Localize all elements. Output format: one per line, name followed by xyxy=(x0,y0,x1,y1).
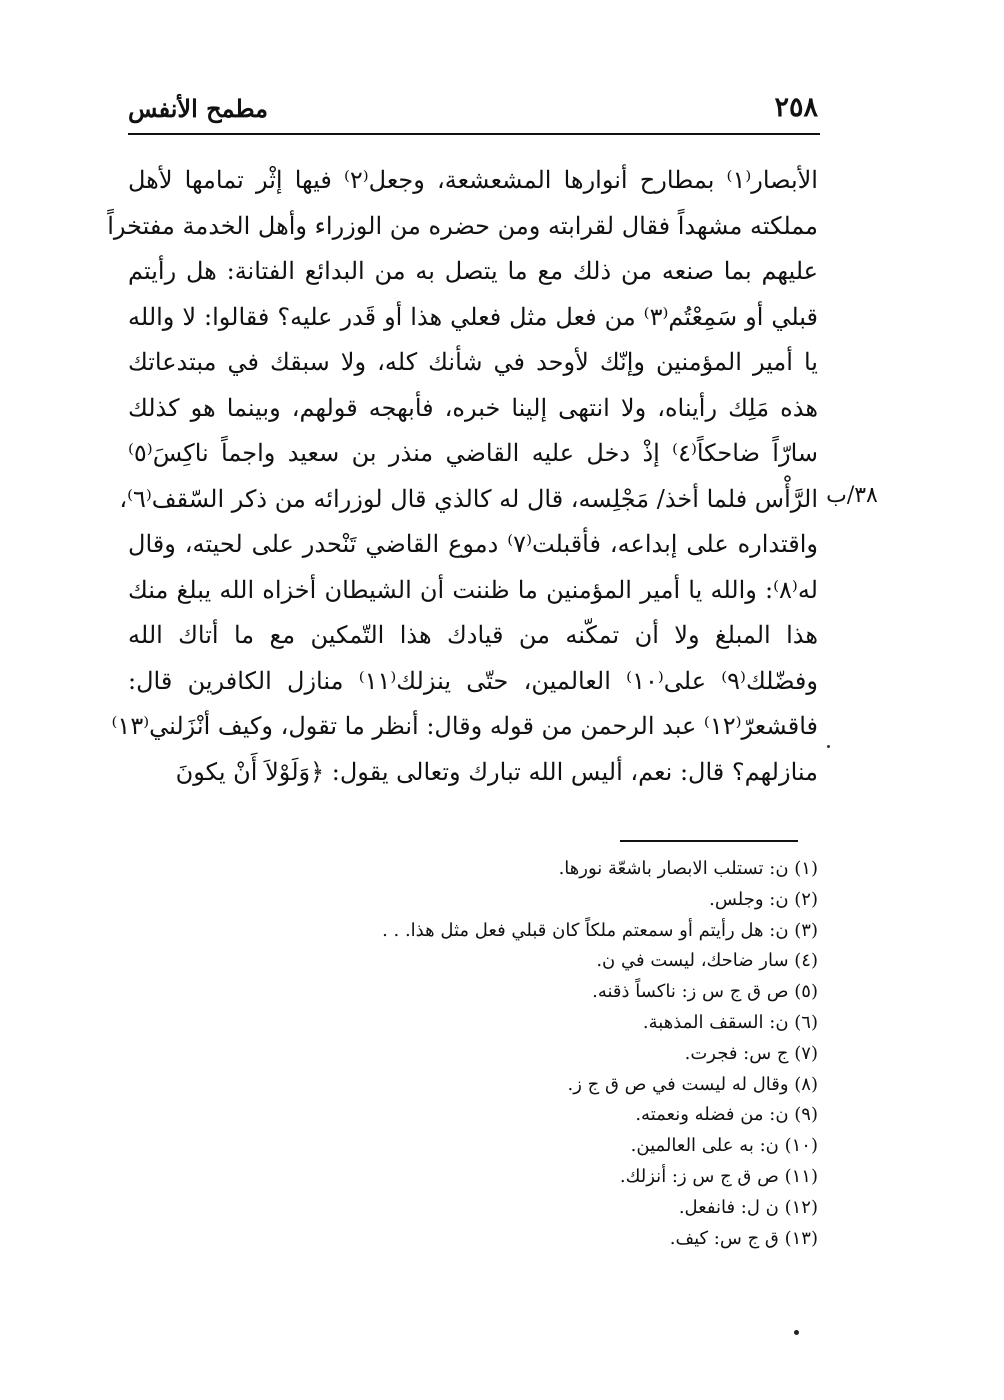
text-line: مملكته مشهداً فقال لقرابته ومن حضره من الوزراء وأهل الخدمة مفتخراً xyxy=(107,211,818,240)
footnote: (٦) ن: السقف المذهبة. xyxy=(642,1011,818,1033)
footnote: (٧) ج س: فجرت. xyxy=(684,1042,818,1064)
text-line: سارّاً ضاحكاً⁽٤⁾ إذْ دخل عليه القاضي منذر بن سعيد واجماً ناكِسَ⁽٥⁾ xyxy=(128,439,818,467)
footnote: (٣) ن: هل رأيتم أو سمعتم ملكاً كان قبلي فعل مثل هذا. . . xyxy=(382,919,818,941)
footnote: (١١) ص ق ج س ز: أنزلك. xyxy=(619,1165,818,1187)
text-line: فاقشعرّ⁽١٢⁾ عبد الرحمن من قوله وقال: أنظر ما تقول، وكيف أنْزَلني⁽١٣⁾ xyxy=(111,712,818,740)
footnote: (١٣) ق ج س: كيف. xyxy=(669,1227,818,1249)
text-line: واقتداره على إبداعه، فأقبلت⁽٧⁾ دموع القاضي تَنْحدر على لحيته، وقال xyxy=(128,530,818,558)
text-line: الرَّأْس فلما أخذ/ مَجْلِسه، قال له كالذي قال لوزرائه من ذكر السّقف⁽٦⁾، xyxy=(119,484,818,513)
footnote: (٥) ص ق ج س ز: ناكساً ذقنه. xyxy=(592,981,818,1003)
text-line: منازلهم؟ قال: نعم، أليس الله تبارك وتعالى يقول: ﴿وَلَوْلاَ أَنْ يكونَ xyxy=(175,757,818,786)
book-title: مطمح الأنفس xyxy=(128,94,269,123)
text-line: يا أمير المؤمنين وإنّك لأوحد في شأنك كله، ولا سبقك في مبتدعاتك xyxy=(128,348,818,376)
text-line: وفضّلك⁽٩⁾ على⁽١٠⁾ العالمين، حتّى ينزلك⁽١١⁾ منازل الكافرين قال: xyxy=(128,666,818,695)
footnote: (١) ن: تستلب الابصار باشعّة نورها. xyxy=(558,858,818,879)
text-line: قبلي أو سَمِعْتُم⁽٣⁾ من فعل مثل فعلي هذا أو قَدر عليه؟ فقالوا: لا والله xyxy=(128,302,818,331)
folio-margin-note: ٣٨/ب xyxy=(826,483,878,508)
footnote-rule xyxy=(620,840,798,842)
ink-speck xyxy=(827,745,830,748)
footnote: (١٢) ن ل: فانفعل. xyxy=(678,1196,818,1218)
footnote: (٩) ن: من فضله ونعمته. xyxy=(635,1104,818,1126)
text-line: هذه مَلِك رأيناه، ولا انتهى إلينا خبره، فأبهجه قولهم، وبينما هو كذلك xyxy=(128,393,818,422)
text-line: هذا المبلغ ولا أن تمكّنه من قيادك هذا التّمكين مع ما أتاك الله xyxy=(128,621,818,649)
page-dot xyxy=(794,1330,799,1335)
main-text xyxy=(107,158,818,795)
running-header xyxy=(128,92,818,132)
text-line: الأبصار⁽١⁾ بمطارح أنوارها المشعشعة، وجعل⁽٢⁾ فيها إثْر تمامها لأهل xyxy=(128,166,818,194)
footnote: (١٠) ن: به على العالمين. xyxy=(630,1135,818,1157)
footnote: (٢) ن: وجلس. xyxy=(709,888,818,910)
header-rule xyxy=(128,133,820,135)
text-line: له⁽٨⁾: والله يا أمير المؤمنين ما ظننت أن الشيطان أخزاه الله يبلغ منك xyxy=(128,575,818,604)
text-line: عليهم بما صنعه من ذلك مع ما يتصل به من البدائع الفتانة: هل رأيتم xyxy=(128,257,818,285)
footnote: (٤) سار ضاحك، ليست في ن. xyxy=(596,950,818,972)
page-number: ٢٥٨ xyxy=(774,92,818,123)
footnotes xyxy=(300,854,818,1254)
footnote: (٨) وقال له ليست في ص ق ج ز. xyxy=(567,1073,818,1095)
